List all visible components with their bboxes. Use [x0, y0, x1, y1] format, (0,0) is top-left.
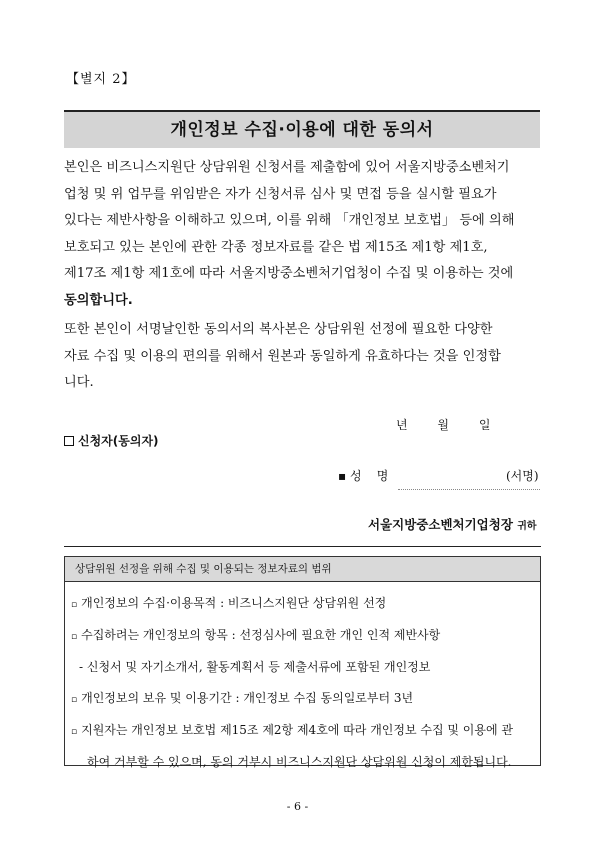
- list-item-text: - 신청서 및 자기소개서, 활동계획서 등 제출서류에 포함된 개인정보: [79, 660, 431, 675]
- consent-paragraph: [64, 155, 541, 314]
- paragraph-line: 제17조 제1항 제1호에 따라 서울지방중소벤처기업청이 수집 및 이용하는 것에: [64, 266, 514, 281]
- paragraph-line: 업청 및 위 업무를 위임받은 자가 신청서류 심사 및 면접 등을 실시할 필요가: [64, 186, 497, 202]
- document-title: 개인정보 수집·이용에 대한 동의서: [170, 120, 434, 140]
- paragraph-line: 본인은 비즈니스지원단 상담위원 신청서를 제출함에 있어 서울지방중소벤처기: [64, 160, 510, 175]
- checkbox-icon: [64, 436, 74, 446]
- name-label-text: ▪ 성 명: [338, 469, 389, 483]
- list-item-continuation: [71, 747, 534, 777]
- paragraph-line: 있다는 제반사항을 이해하고 있으며, 이를 위해 「개인정보 보호법」 등에 의해: [64, 213, 515, 228]
- list-item-text: 개인정보의 수집·이용목적 : 비즈니스지원단 상담위원 선정: [81, 596, 387, 610]
- list-subitem: [71, 652, 534, 682]
- divider: [64, 546, 541, 547]
- list-item-text: 지원자는 개인정보 보호법 제15조 제2항 제4호에 따라 개인정보 수집 및 이용에 관: [81, 722, 513, 737]
- applicant-label: 신청자(동의자): [78, 434, 159, 448]
- bullet-icon: ▫: [71, 694, 78, 705]
- date-line: 년 월 일: [396, 418, 491, 432]
- info-box-header: 상담위원 선정을 위해 수집 및 이용되는 정보자료의 범위: [65, 557, 540, 582]
- recipient-name: 서울지방중소벤처기업청장: [368, 517, 513, 532]
- list-item-text: 개인정보의 보유 및 이용기간 : 개인정보 수집 동의일로부터 3년: [81, 690, 414, 705]
- paragraph-line: 보호되고 있는 본인에 관한 각종 정보자료를 같은 법 제15조 제1항 제1호,: [64, 239, 488, 255]
- info-box-body: [65, 582, 540, 777]
- applicant-heading: [64, 432, 159, 449]
- paragraph-line: 니다.: [64, 375, 94, 390]
- consent-emphasis: 동의합니다.: [64, 292, 133, 308]
- list-item-text: 수집하려는 개인정보의 항목 : 선정심사에 필요한 개인 인적 제반사항: [81, 628, 441, 643]
- recipient: [368, 515, 537, 533]
- paragraph-line: 자료 수집 및 이용의 편의를 위해서 원본과 동일하게 유효하다는 것을 인정합: [64, 348, 501, 364]
- bullet-icon: ▫: [71, 600, 78, 610]
- list-item: [71, 588, 534, 620]
- recipient-suffix: 귀하: [517, 521, 537, 532]
- info-scope-box: [64, 556, 541, 770]
- name-label: [338, 467, 388, 484]
- attachment-label: 【별지 2】: [66, 72, 136, 87]
- bullet-icon: ▫: [71, 726, 78, 737]
- list-item-text: 하여 거부할 수 있으며, 동의 거부시 비즈니스지원단 상담위원 신청이 제한됩니다.: [87, 755, 512, 770]
- signature-line[interactable]: [398, 489, 540, 490]
- list-item: [71, 683, 534, 715]
- signature-label: (서명): [506, 469, 539, 483]
- page-number: - 6 -: [286, 800, 309, 813]
- paragraph-line: 또한 본인이 서명날인한 동의서의 복사본은 상담위원 선정에 필요한 다양한: [64, 322, 493, 337]
- copy-validity-paragraph: [64, 317, 541, 397]
- bullet-icon: ▫: [71, 632, 78, 643]
- title-bar: [64, 110, 540, 148]
- list-item: [71, 715, 534, 747]
- list-item: [71, 620, 534, 652]
